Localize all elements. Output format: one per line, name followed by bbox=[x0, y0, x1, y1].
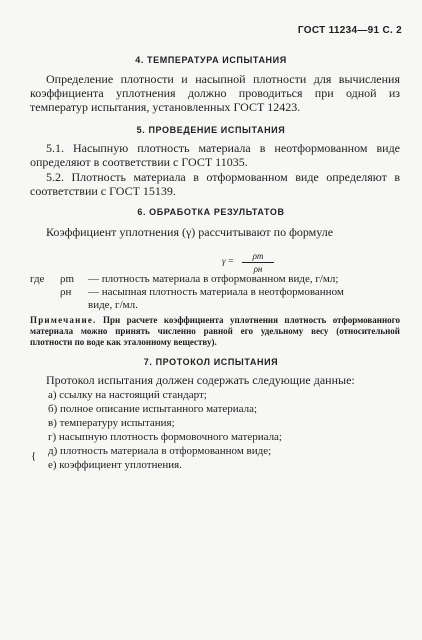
note-text: При расчете коэффициента уплотнения плотность отформованного материала можно принять численно равной его удельному весу (относительной плотности по воде как эталонному веществу). bbox=[30, 315, 401, 347]
definition-text bbox=[88, 286, 402, 312]
list-item: д) плотность материала в отформованном виде; bbox=[48, 445, 272, 457]
fraction-bar bbox=[242, 262, 274, 263]
list-item: е) коэффициент уплотнения. bbox=[48, 459, 182, 471]
note-paragraph bbox=[30, 315, 400, 348]
section-6-intro: Коэффициент уплотнения (γ) рассчитывают по формуле bbox=[46, 225, 334, 239]
variable-definitions bbox=[30, 273, 402, 312]
definition-row bbox=[30, 286, 402, 312]
formula-denominator: ρн bbox=[253, 264, 263, 274]
list-item: г) насыпную плотность формовочного материала; bbox=[48, 431, 282, 443]
definition-text-line-1: — насыпная плотность материала в неотформованном bbox=[88, 286, 344, 298]
definition-text: — плотность материала в отформованном виде, г/мл; bbox=[88, 273, 339, 285]
section-5-paragraph-1: 5.1. Насыпную плотность материала в неотформованном виде определяют в соответствии с ГОСТ 11035. bbox=[30, 141, 400, 169]
margin-mark: { bbox=[31, 450, 37, 462]
definition-term: ρm bbox=[60, 273, 75, 285]
section-5-title: 5. ПРОВЕДЕНИЕ ИСПЫТАНИЯ bbox=[136, 125, 286, 135]
formula-lhs: γ = bbox=[222, 256, 234, 266]
section-5-paragraph-2: 5.2. Плотность материала в отформованном виде определяют в соответствии с ГОСТ 15139. bbox=[30, 170, 400, 198]
list-item: а) ссылку на настоящий стандарт; bbox=[48, 389, 207, 401]
formula-fraction bbox=[242, 251, 274, 274]
where-word: где bbox=[30, 273, 45, 285]
page-header: ГОСТ 11234—91 С. 2 bbox=[297, 25, 402, 36]
list-item: в) температуру испытания; bbox=[48, 417, 175, 429]
definition-text-line-2: виде, г/мл. bbox=[88, 299, 138, 311]
protocol-list bbox=[48, 388, 403, 472]
section-6-title: 6. ОБРАБОТКА РЕЗУЛЬТАТОВ bbox=[137, 207, 285, 217]
note-label: Примечание. bbox=[30, 315, 97, 325]
section-4-title: 4. ТЕМПЕРАТУРА ИСПЫТАНИЯ bbox=[135, 55, 287, 65]
section-4-text: Определение плотности и насыпной плотности для вычисления коэффициента уплотнения должно проводиться при одной из температур испытания, установленных ГОСТ 12423. bbox=[30, 72, 400, 114]
definition-term: ρн bbox=[60, 286, 72, 298]
section-7-intro: Протокол испытания должен содержать следующие данные: bbox=[46, 373, 355, 387]
definition-row bbox=[30, 273, 402, 286]
formula-numerator: ρm bbox=[252, 251, 264, 261]
list-item: б) полное описание испытанного материала; bbox=[48, 403, 258, 415]
section-7-title: 7. ПРОТОКОЛ ИСПЫТАНИЯ bbox=[143, 357, 279, 367]
